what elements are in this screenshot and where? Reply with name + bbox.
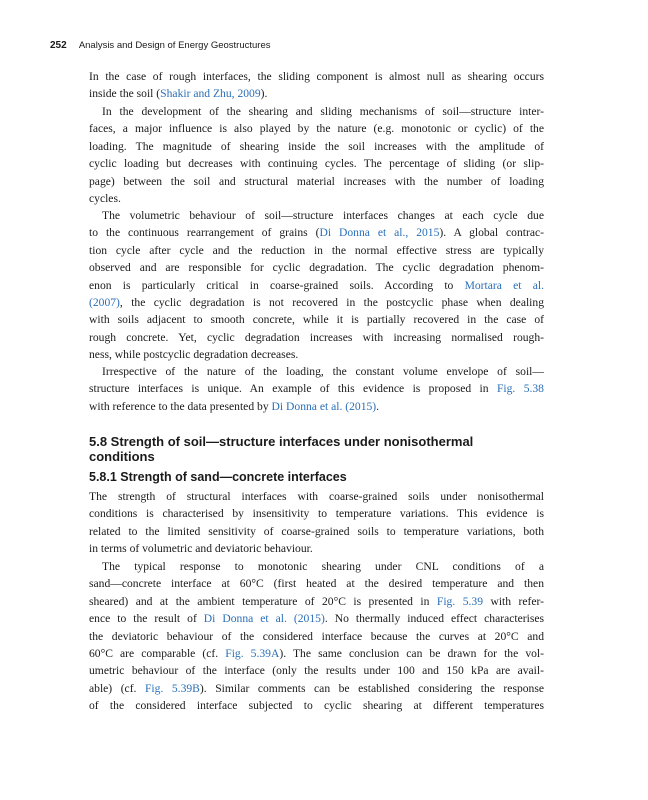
paragraph [89, 488, 544, 558]
text-line [89, 207, 544, 224]
text-line [89, 628, 544, 645]
text-run: ). A global contrac- [439, 226, 545, 240]
text-run: rough concrete. Yet, cyclic degradation increases with increasing normalised rough- [89, 330, 544, 344]
reference-link[interactable]: Shakir and Zhu, 2009 [160, 87, 261, 101]
text-run: tion cycle after cycle and the reduction in the normal effective stress are typically [89, 243, 544, 257]
paragraph [89, 103, 544, 207]
text-run: The strength of structural interfaces with coarse-grained soils under nonisothermal [89, 490, 544, 503]
paragraph-rough-interfaces [89, 68, 544, 103]
text-run: able) (cf. [89, 681, 145, 695]
text-run: , the cyclic degradation is not recovered in the postcyclic phase when dealing [119, 296, 544, 310]
text-line [89, 120, 544, 137]
text-run: related to the limited sensitivity of coarse-grained soils to temperature variations, both [89, 524, 544, 538]
text-line [89, 380, 544, 397]
section-heading-line1: 5.8 Strength of soil—structure interfaces under nonisothermal [89, 434, 474, 449]
text-run: ence to the result of [89, 612, 204, 626]
text-line [89, 398, 544, 415]
text-run: of the considered interface subjected to cyclic shearing at different temperatures [89, 699, 544, 713]
paragraph [89, 68, 544, 103]
text-run: ). Similar comments can be established considering the response [199, 681, 545, 695]
text-run: In the case of rough interfaces, the sliding component is almost null as shearing occurs [89, 70, 544, 83]
text-line [89, 363, 544, 380]
text-line [89, 224, 544, 241]
text-run: cyclic loading but decreases with continuing cycles. The percentage of sliding (or slip- [89, 157, 544, 171]
text-run: The volumetric behaviour of soil—structure interfaces changes at each cycle due [102, 209, 544, 222]
text-run: the deviatoric behaviour of the considered interface because the curves at 20°C and [89, 629, 544, 643]
paragraph [89, 558, 544, 715]
section-heading [89, 434, 544, 464]
text-run: ). The same conclusion can be drawn for the vol- [279, 647, 544, 661]
text-run: Irrespective of the nature of the loading, the constant volume envelope of soil— [102, 365, 544, 378]
text-run: ness, while postcyclic degradation decreases. [89, 348, 299, 362]
text-line [89, 697, 544, 714]
text-line [89, 190, 544, 207]
text-line [89, 346, 544, 363]
text-run: The typical response to monotonic shearing under CNL conditions of a [102, 560, 544, 573]
paragraph-nonisothermal-strength [89, 488, 544, 558]
text-line [89, 311, 544, 328]
text-run: 60°C are comparable (cf. [89, 647, 226, 661]
text-line [89, 259, 544, 276]
text-run: to the continuous rearrangement of grains ( [89, 226, 320, 240]
text-line [89, 138, 544, 155]
text-line [89, 277, 544, 294]
reference-link[interactable]: Di Donna et al., 2015 [319, 226, 440, 240]
text-line [89, 173, 544, 190]
reference-link[interactable]: (2007) [89, 296, 120, 310]
text-line [89, 680, 544, 697]
running-title: Analysis and Design of Energy Geostructures [78, 40, 271, 51]
text-run: . No thermally induced effect characterises [324, 612, 544, 626]
subsection-heading-block [89, 470, 544, 485]
text-line [89, 294, 544, 311]
reference-link[interactable]: Fig. 5.39A [225, 647, 280, 661]
paragraph-typical-response [89, 558, 544, 715]
reference-link[interactable]: Mortara et al. [464, 278, 544, 292]
text-line [89, 329, 544, 346]
text-line [89, 505, 544, 522]
text-line [89, 593, 544, 610]
text-line [89, 155, 544, 172]
text-line [89, 488, 544, 505]
paragraph [89, 207, 544, 364]
page-number: 252 [50, 40, 67, 51]
text-line [89, 662, 544, 679]
text-run: page) between the soil and structural material increases with the number of loading [89, 174, 544, 188]
text-run: structure interfaces is unique. An example of this evidence is proposed in [89, 382, 497, 396]
text-line [89, 610, 544, 627]
text-run: faces, a major influence is also played by the nature (e.g. monotonic or cyclic) of the [89, 122, 544, 136]
text-line [89, 85, 544, 102]
text-run: umetric behaviour of the interface (only the results under 100 and 150 kPa are avail- [89, 664, 544, 678]
text-run: conditions is characterised by insensitivity to temperature variations. This evidence is [89, 507, 544, 521]
paragraph-constant-volume-envelope [89, 363, 544, 415]
text-run: loading. The magnitude of shearing inside the soil increases with the amplitude of [89, 139, 544, 153]
text-line [89, 540, 544, 557]
section-heading-block [89, 434, 544, 464]
text-line [89, 645, 544, 662]
reference-link[interactable]: Fig. 5.39B [144, 681, 200, 695]
text-run: cycles. [89, 192, 121, 206]
reference-link[interactable]: Fig. 5.39 [436, 594, 483, 608]
text-run: inside the soil ( [89, 87, 161, 101]
reference-link[interactable]: Fig. 5.38 [496, 382, 544, 396]
text-line [89, 242, 544, 259]
text-line [89, 575, 544, 592]
text-line [89, 68, 544, 85]
text-run: sand—concrete interface at 60°C (first heated at the desired temperature and then [89, 577, 544, 591]
text-run: observed and are responsible for cyclic degradation. The cyclic degradation phenom- [89, 261, 544, 275]
text-line [89, 523, 544, 540]
text-run: in terms of volumetric and deviatoric behaviour. [89, 542, 313, 556]
running-header [50, 40, 271, 51]
paragraph-volumetric-behaviour [89, 207, 544, 364]
paragraph-shearing-sliding [89, 103, 544, 207]
text-run: with soils adjacent to smooth concrete, while it is partially recovered in the case of [89, 313, 544, 327]
text-line [89, 558, 544, 575]
reference-link[interactable]: Di Donna et al. (2015) [203, 612, 325, 626]
paragraph [89, 363, 544, 415]
reference-link[interactable]: Di Donna et al. (2015) [271, 399, 377, 413]
text-run: with refer- [483, 594, 544, 608]
text-run: . [376, 399, 380, 413]
text-run: enon is particularly critical in coarse-grained soils. According to [89, 278, 465, 292]
text-run: sheared) and at the ambient temperature of 20°C is presented in [89, 594, 437, 608]
text-line [89, 103, 544, 120]
text-run: ). [260, 87, 268, 101]
text-run: In the development of the shearing and sliding mechanisms of soil—structure inter- [102, 105, 544, 118]
subsection-heading: 5.8.1 Strength of sand—concrete interfaces [89, 470, 347, 484]
section-heading-line2: conditions [89, 449, 155, 464]
text-run: with reference to the data presented by [89, 399, 272, 413]
